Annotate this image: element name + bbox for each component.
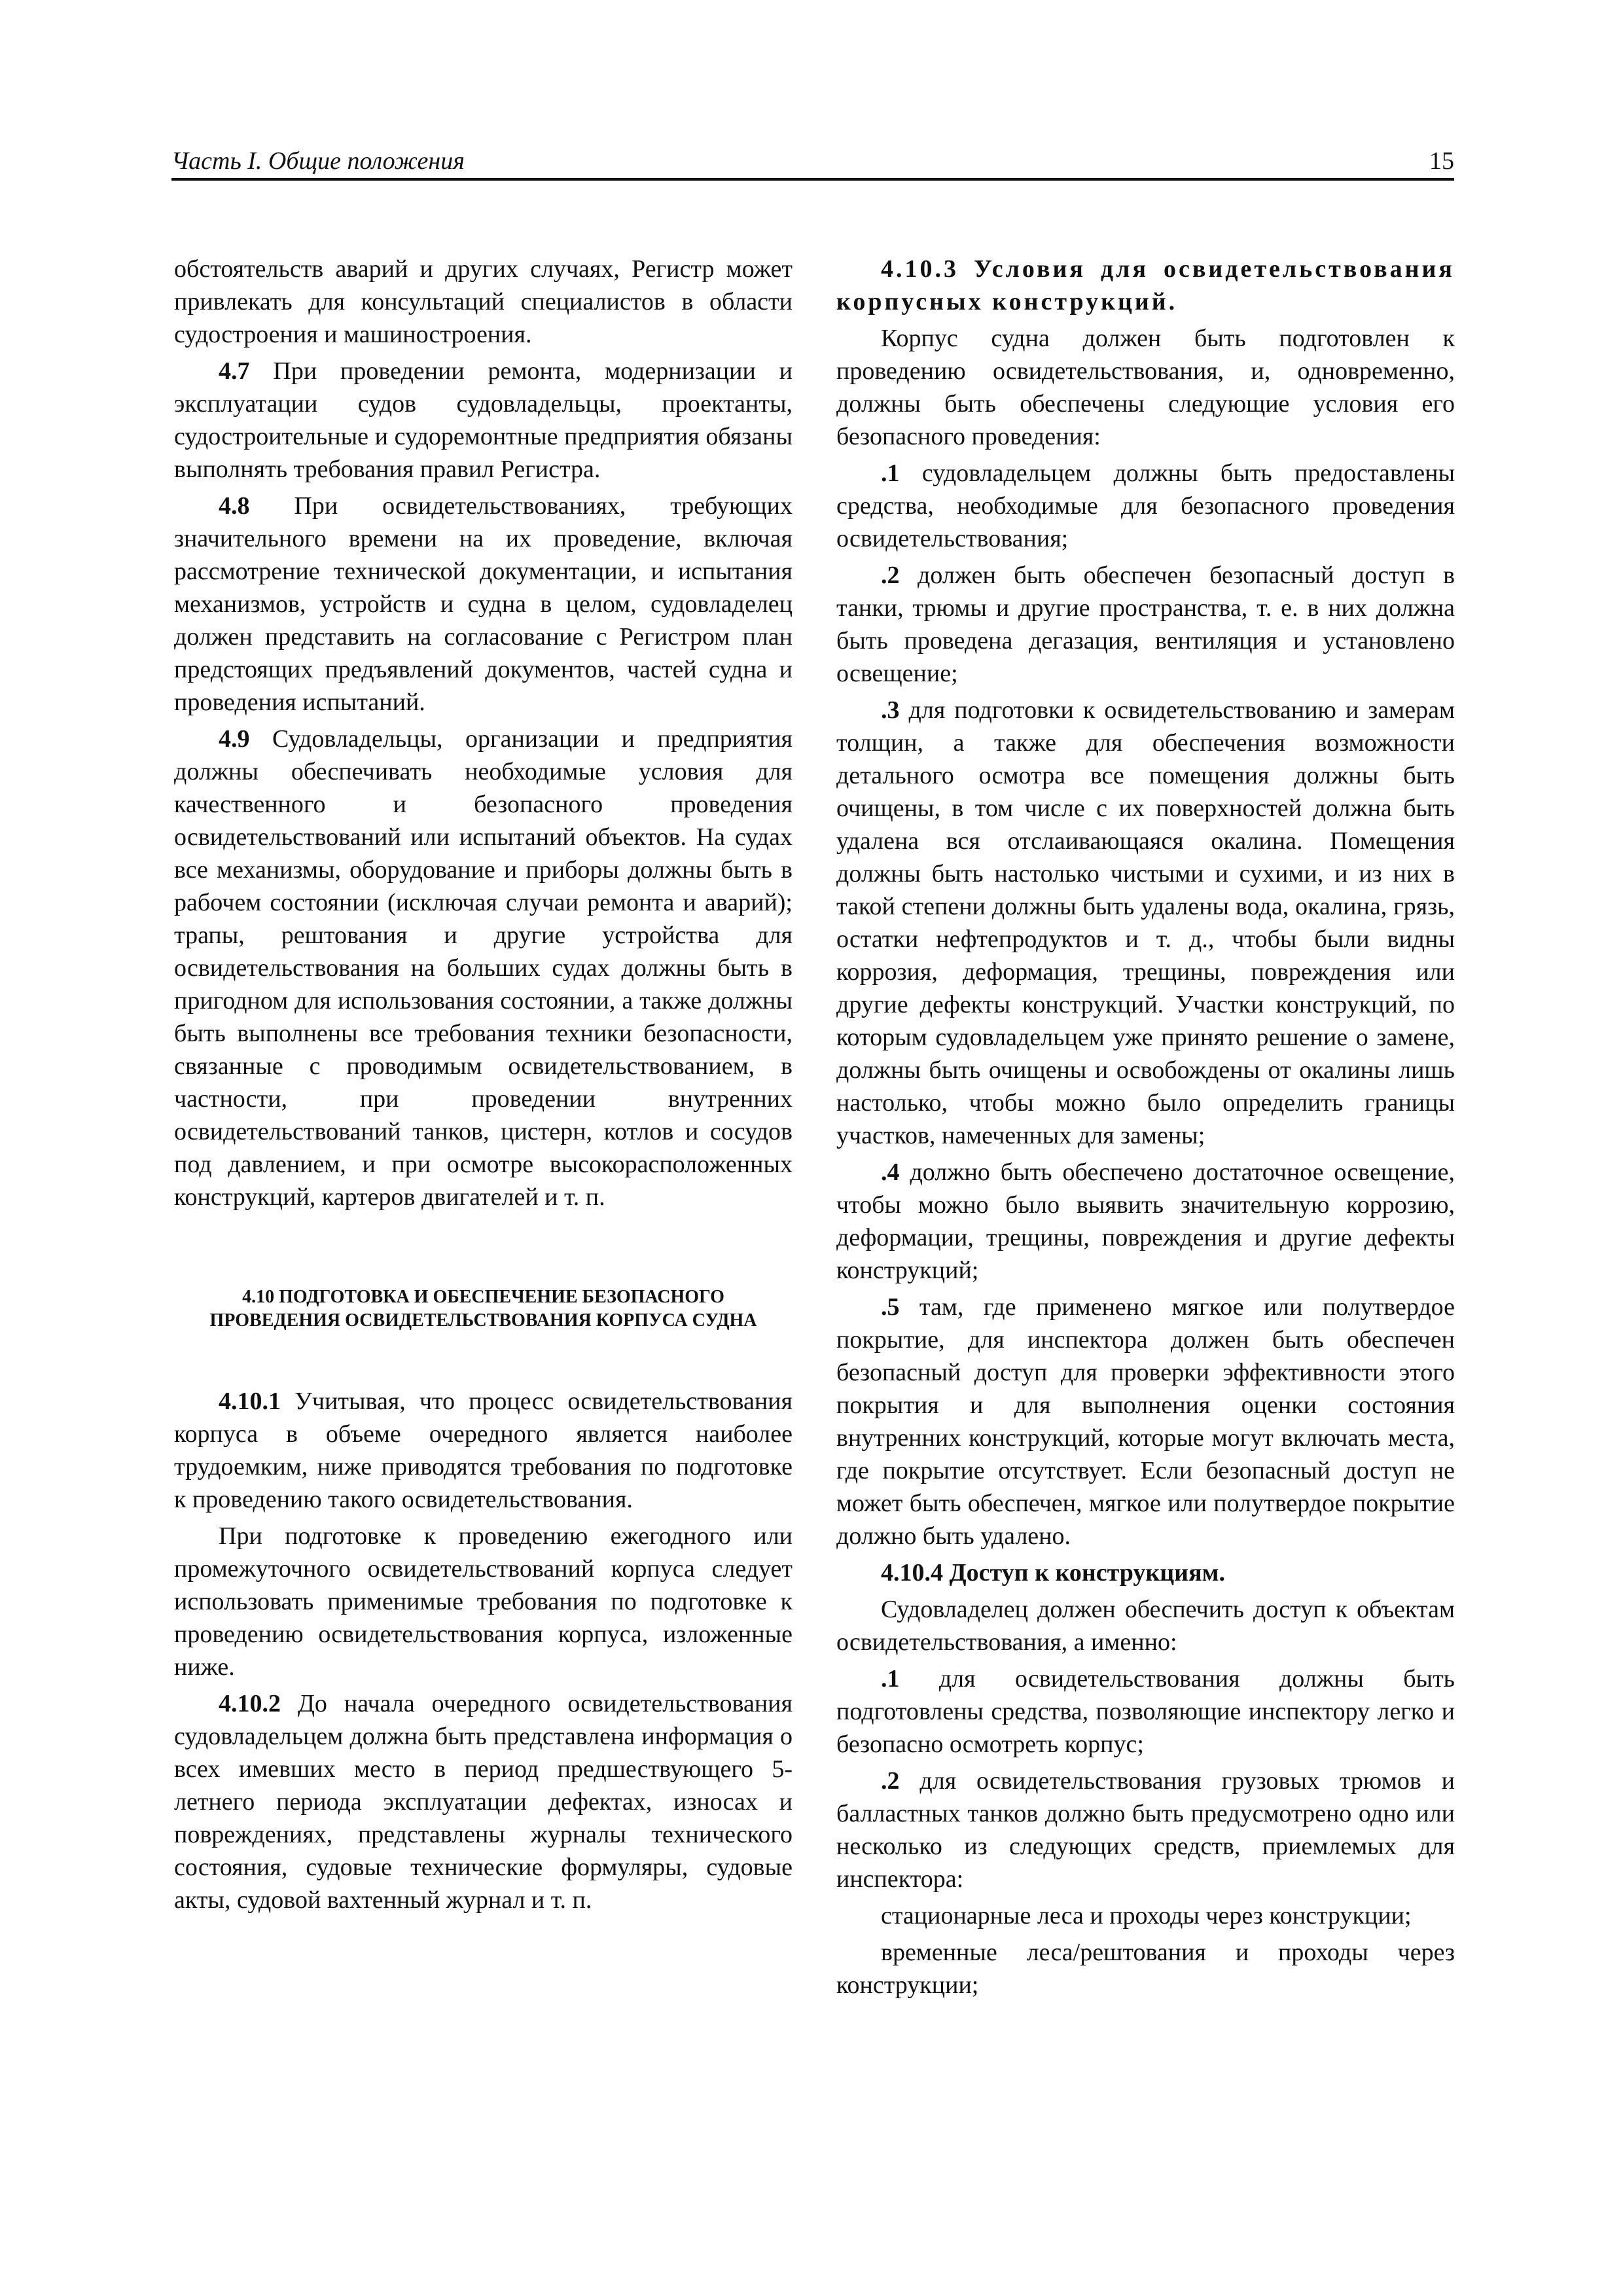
subsection-heading-4-10-3: 4.10.3 Условия для освидетельствования корпусных конструкций. xyxy=(836,255,1455,315)
list-item: .1 для освидетельствования должны быть подготовлены средства, позволяющие инспектору легко и безопасно осмотреть корпус; xyxy=(836,1665,1455,1758)
paragraph: обстоятельств аварий и других случаях, Регистр может привлекать для консультаций специалистов в области судостроения и машиностроения. xyxy=(174,255,793,348)
paragraph: Судовладелец должен обеспечить доступ к объектам освидетельствования, а именно: xyxy=(836,1596,1455,1656)
page-header xyxy=(171,144,1454,181)
list-item: .3 для подготовки к освидетельствованию и замерам толщин, а также для обеспечения возможности детального осмотра все помещения должны быть очищены, в том числе с их поверхностей должна быть удалена вся отслаивающаяся окалина. Помещения должны быть настолько чистыми и сухими, и из них в такой степени должны быть удалены вода, окалина, грязь, остатки нефтепродуктов и т. д., чтобы были видны коррозия, деформация, трещины, повреждения или другие дефекты конструкций. Участки конструкций, по которым судовладельцем уже принято решение о замене, должны быть очищены и освобождены от окалины лишь настолько, чтобы можно было определить границы участков, намеченных для замены; xyxy=(836,696,1455,1149)
subsection-heading-4-10-4: 4.10.4 Доступ к конструкциям. xyxy=(881,1559,1226,1587)
paragraph: При подготовке к проведению ежегодного или промежуточного освидетельствований корпуса следует использовать применимые требования по подготовке к проведению освидетельствования корпуса, изложенные ниже. xyxy=(174,1522,793,1681)
paragraph: Корпус судна должен быть подготовлен к проведению освидетельствования, и, одновременно, должны быть обеспечены следующие условия его безопасного проведения: xyxy=(836,325,1455,450)
section-heading: 4.10 ПОДГОТОВКА И ОБЕСПЕЧЕНИЕ БЕЗОПАСНОГО ПРОВЕДЕНИЯ ОСВИДЕТЕЛЬСТВОВАНИЯ КОРПУСА СУДНА xyxy=(209,1287,757,1331)
paragraph-4-10-1: 4.10.1 Учитывая, что процесс освидетельствования корпуса в объеме очередного является наиболее трудоемким, ниже приводятся требования по подготовке к проведению такого освидетельствования. xyxy=(174,1388,793,1513)
clause-number: 4.8 xyxy=(219,492,250,520)
left-column xyxy=(174,253,793,1920)
clause-number: 4.7 xyxy=(219,357,250,385)
list-item: .1 судовладельцем должны быть предоставлены средства, необходимые для безопасного проведения освидетельствования; xyxy=(836,459,1455,552)
list-item: стационарные леса и проходы через конструкции; xyxy=(881,1902,1412,1929)
clause-number: 4.10.2 xyxy=(219,1690,281,1717)
list-item: .2 должен быть обеспечен безопасный доступ в танки, трюмы и другие пространства, т. е. в них должна быть проведена дегазация, вентиляция и установлено освещение; xyxy=(836,562,1455,687)
running-title: Часть I. Общие положения xyxy=(171,147,465,175)
paragraph-4-7: 4.7 При проведении ремонта, модернизации и эксплуатации судов судовладельцы, проектанты, судостроительные и судоремонтные предприятия обязаны выполнять требования правил Регистра. xyxy=(174,357,793,483)
paragraph-4-10-2: 4.10.2 До начала очередного освидетельствования судовладельцем должна быть представлена информация о всех имевших место в период предшествующего 5-летнего периода эксплуатации дефектах, износах и повреждениях, представлены журналы технического состояния, судовые технические формуляры, судовые акты, судовой вахтенный журнал и т. п. xyxy=(174,1690,793,1914)
clause-number: 4.10.1 xyxy=(219,1388,281,1415)
list-item: .2 для освидетельствования грузовых трюмов и балластных танков должно быть предусмотрено одно или несколько из следующих средств, приемлемых для инспектора: xyxy=(836,1767,1455,1893)
clause-number: 4.9 xyxy=(219,725,250,753)
right-column xyxy=(836,253,1455,2005)
list-item: .5 там, где применено мягкое или полутвердое покрытие, для инспектора должен быть обеспечен безопасный доступ для проверки эффективности этого покрытия и для выполнения оценки состояния внутренних конструкций, которые могут включать места, где покрытие отсутствует. Если безопасный доступ не может быть обеспечен, мягкое или полутвердое покрытие должно быть удалено. xyxy=(836,1293,1455,1550)
header-rule xyxy=(171,178,1454,181)
page-number: 15 xyxy=(1429,147,1454,175)
paragraph-4-8: 4.8 При освидетельствованиях, требующих значительного времени на их проведение, включая рассмотрение технической документации, и испытания механизмов, устройств и судна в целом, судовладелец должен представить на согласование с Регистром план предстоящих предъявлений документов, частей судна и проведения испытаний. xyxy=(174,492,793,716)
paragraph-4-9: 4.9 Судовладельцы, организации и предприятия должны обеспечивать необходимые условия для качественного и безопасного проведения освидетельствований или испытаний объектов. На судах все механизмы, оборудование и приборы должны быть в рабочем состоянии (исключая случаи ремонта и аварий); трапы, рештования и другие устройства для освидетельствования на больших судах должны быть в пригодном для использования состоянии, а также должны быть выполнены все требования техники безопасности, связанные с проводимым освидетельствованием, в частности, при проведении внутренних освидетельствований танков, цистерн, котлов и сосудов под давлением, и при осмотре высокорасположенных конструкций, картеров двигателей и т. п. xyxy=(174,725,793,1211)
list-item: временные леса/рештования и проходы через конструкции; xyxy=(836,1939,1455,1999)
list-item: .4 должно быть обеспечено достаточное освещение, чтобы можно было выявить значительную коррозию, деформации, трещины, повреждения и другие дефекты конструкций; xyxy=(836,1158,1455,1284)
